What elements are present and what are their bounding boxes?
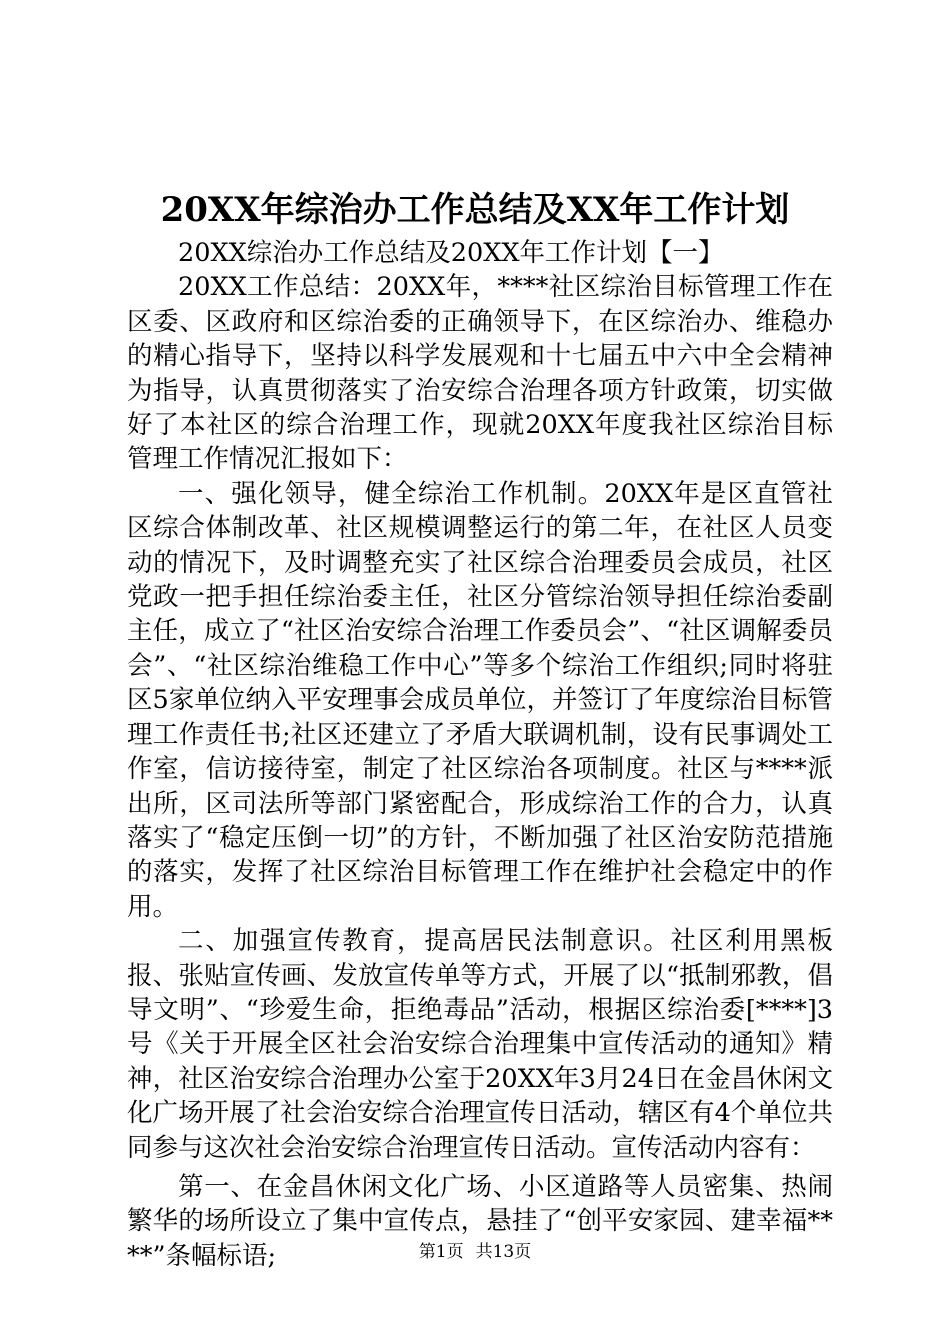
document-body	[127, 236, 833, 1273]
item-one-paragraph: 第一、在金昌休闲文化广场、小区道路等人员密集、热闹繁华的场所设立了集中宣传点，悬挂了“创平安家园、建幸福****”条幅标语;	[127, 1171, 833, 1271]
subtitle-paragraph: 20XX综治办工作总结及20XX年工作计划【一】	[178, 238, 724, 268]
page-total: 共13页	[475, 1242, 532, 1262]
page-footer	[0, 1240, 950, 1264]
page-number: 第1页	[418, 1242, 464, 1262]
section-one-paragraph: 一、强化领导，健全综治工作机制。20XX年是区直管社区综合体制改革、社区规模调整运行的第二年，在社区人员变动的情况下，及时调整充实了社区综合治理委员会成员，社区党政一把手担任综治委主任，社区分管综治领导担任综治委副主任，成立了“社区治安综合治理工作委员会”、“社区调解委员会”、“社区综治维稳工作中心”等多个综治工作组织;同时将驻区5家单位纳入平安理事会成员单位，并签订了年度综治目标管理工作责任书;社区还建立了矛盾大联调机制，设有民事调处工作室，信访接待室，制定了社区综治各项制度。社区与****派出所，区司法所等部门紧密配合，形成综治工作的合力，认真落实了“稳定压倒一切”的方针，不断加强了社区治安防范措施的落实，发挥了社区综治目标管理工作在维护社会稳定中的作用。	[127, 478, 833, 922]
summary-paragraph: 20XX工作总结：20XX年，****社区综治目标管理工作在区委、区政府和区综治委的正确领导下，在区综治办、维稳办的精心指导下，坚持以科学发展观和十七届五中六中全会精神为指导，认真贯彻落实了治安综合治理各项方针政策，切实做好了本社区的综合治理工作，现就20XX年度我社区综治目标管理工作情况汇报如下：	[127, 272, 833, 475]
document-title: 20XX年综治办工作总结及XX年工作计划	[160, 190, 790, 230]
section-two-paragraph: 二、加强宣传教育，提高居民法制意识。社区利用黑板报、张贴宣传画、发放宣传单等方式，开展了以“抵制邪教，倡导文明”、“珍爱生命，拒绝毒品”活动，根据区综治委[****]3号《关于开展全区社会治安综合治理集中宣传活动的通知》精神，社区治安综合治理办公室于20XX年3月24日在金昌休闲文化广场开展了社会治安综合治理宣传日活动，辖区有4个单位共同参与这次社会治安综合治理宣传日活动。宣传活动内容有：	[127, 926, 833, 1163]
